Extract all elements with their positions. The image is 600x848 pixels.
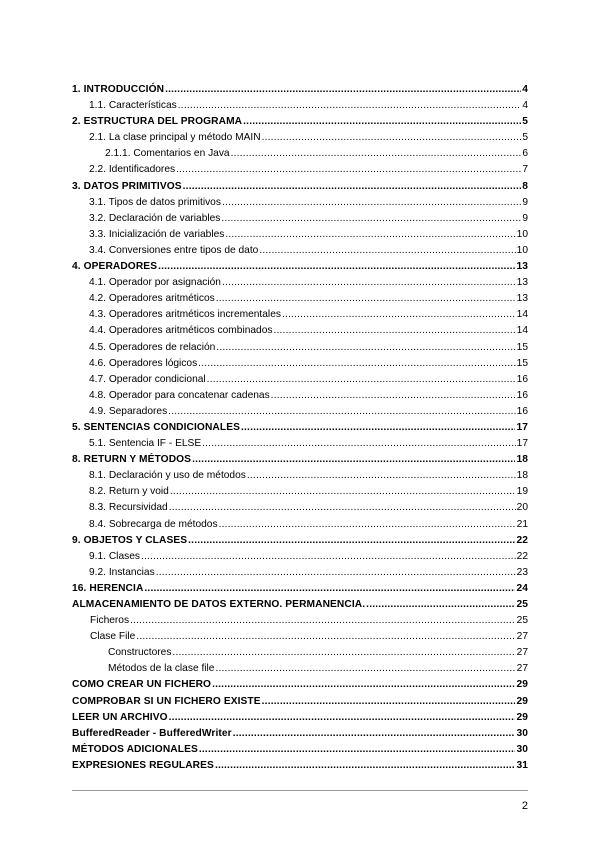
toc-entry-title: 2.2. Identificadores <box>89 164 176 176</box>
toc-entry-page-number: 27 <box>516 631 528 643</box>
toc-entry-title: 8.2. Return y void <box>89 486 169 498</box>
toc-entry-page-number: 21 <box>516 518 528 530</box>
toc-entry[interactable] <box>72 436 528 452</box>
toc-entry-page-number: 17 <box>516 438 528 450</box>
toc-entry[interactable] <box>72 323 528 339</box>
toc-entry[interactable] <box>72 162 528 178</box>
toc-entry[interactable] <box>72 146 528 162</box>
toc-entry-title: 8.3. Recursividad <box>89 502 168 514</box>
toc-entry-title: 8.4. Sobrecarga de métodos <box>89 518 218 530</box>
toc-entry[interactable] <box>72 275 528 291</box>
toc-entry-page-number: 10 <box>516 228 528 240</box>
toc-entry-page-number: 9 <box>522 196 528 208</box>
toc-entry-title: 2. ESTRUCTURA DEL PROGRAMA <box>72 116 243 128</box>
toc-entry[interactable] <box>72 98 528 114</box>
toc-entry[interactable] <box>72 356 528 372</box>
toc-entry-page-number: 25 <box>516 599 528 610</box>
dot-leader <box>273 323 515 339</box>
dot-leader <box>247 468 516 484</box>
toc-entry[interactable] <box>72 613 528 629</box>
dot-leader <box>243 114 521 130</box>
toc-entry-page-number: 24 <box>516 582 528 594</box>
toc-entry-title: 3. DATOS PRIMITIVOS <box>72 180 182 192</box>
toc-entry-title: Ficheros <box>90 615 130 627</box>
toc-entry-page-number: 15 <box>516 341 528 353</box>
toc-entry-title: 8. RETURN Y MÉTODOS <box>72 454 192 466</box>
toc-entry[interactable] <box>72 227 528 243</box>
toc-entry-page-number: 16 <box>516 389 528 401</box>
toc-entry[interactable] <box>72 452 528 468</box>
toc-entry-page-number: 13 <box>516 261 528 273</box>
dot-leader <box>259 243 515 259</box>
toc-entry[interactable] <box>72 661 528 677</box>
toc-entry-title: 1.1. Características <box>89 100 177 112</box>
dot-leader <box>215 661 515 677</box>
toc-entry-page-number: 22 <box>516 534 528 546</box>
toc-entry-page-number: 30 <box>516 743 528 755</box>
toc-entry-page-number: 18 <box>516 454 528 466</box>
toc-entry[interactable] <box>72 581 528 597</box>
toc-entry[interactable] <box>72 517 528 533</box>
toc-entry-page-number: 22 <box>516 550 528 562</box>
toc-entry[interactable] <box>72 340 528 356</box>
dot-leader <box>158 259 515 275</box>
toc-entry-page-number: 13 <box>516 277 528 289</box>
toc-entry-title: 4. OPERADORES <box>72 261 158 273</box>
toc-entry[interactable] <box>72 211 528 227</box>
toc-entry-title: 9.1. Clases <box>89 550 140 562</box>
toc-entry[interactable] <box>72 549 528 565</box>
dot-leader <box>198 356 515 372</box>
dot-leader <box>183 179 522 195</box>
toc-entry[interactable] <box>72 710 528 726</box>
dot-leader <box>141 549 516 565</box>
toc-entry-title: 4.3. Operadores aritméticos incrementales <box>89 309 281 321</box>
toc-entry-page-number: 16 <box>516 405 528 417</box>
dot-leader <box>216 340 515 356</box>
toc-entry-page-number: 27 <box>516 647 528 659</box>
toc-entry-page-number: 30 <box>516 727 528 739</box>
toc-entry-title: 4.1. Operador por asignación <box>89 277 221 289</box>
toc-entry[interactable] <box>72 130 528 146</box>
toc-entry-title: 2.1.1. Comentarios en Java <box>105 148 230 160</box>
dot-leader <box>165 82 521 98</box>
dot-leader <box>222 195 521 211</box>
toc-entry-page-number: 5 <box>522 116 528 128</box>
toc-entry-page-number: 8 <box>522 180 528 192</box>
toc-entry-page-number: 14 <box>516 309 528 321</box>
dot-leader <box>169 710 516 726</box>
dot-leader <box>233 726 516 742</box>
toc-entry-page-number: 25 <box>516 615 528 627</box>
dot-leader <box>176 162 521 178</box>
dot-leader <box>282 307 516 323</box>
toc-entry-page-number: 9 <box>522 212 528 224</box>
toc-entry-title: 4.8. Operador para concatenar cadenas <box>89 389 270 401</box>
toc-entry-page-number: 4 <box>522 100 528 112</box>
toc-entry[interactable] <box>72 420 528 436</box>
dot-leader <box>188 533 515 549</box>
dot-leader <box>366 597 515 613</box>
toc-entry[interactable] <box>72 179 528 195</box>
toc-entry-page-number: 7 <box>522 164 528 176</box>
toc-entry-title: 4.2. Operadores aritméticos <box>89 293 215 305</box>
toc-entry-title: 5.1. Sentencia IF - ELSE <box>89 438 202 450</box>
toc-entry-title: COMPROBAR SI UN FICHERO EXISTE <box>72 695 261 707</box>
dot-leader <box>169 500 516 516</box>
toc-entry-page-number: 23 <box>516 566 528 578</box>
toc-entry-page-number: 29 <box>516 695 528 707</box>
toc-entry[interactable] <box>72 565 528 581</box>
dot-leader <box>168 404 515 420</box>
dot-leader <box>170 484 516 500</box>
toc-entry-title: 5. SENTENCIAS CONDICIONALES <box>72 421 240 433</box>
table-of-contents <box>72 82 528 774</box>
toc-entry[interactable] <box>72 726 528 742</box>
toc-entry-title: 8.1. Declaración y uso de métodos <box>89 470 246 482</box>
toc-entry-page-number: 15 <box>516 357 528 369</box>
toc-entry-page-number: 29 <box>516 711 528 723</box>
toc-entry[interactable] <box>72 259 528 275</box>
dot-leader <box>172 645 515 661</box>
toc-entry-title: MÉTODOS ADICIONALES <box>72 743 198 755</box>
dot-leader <box>212 677 515 693</box>
toc-entry[interactable] <box>72 291 528 307</box>
toc-entry-title: 3.3. Inicialización de variables <box>89 228 225 240</box>
toc-entry[interactable] <box>72 597 528 613</box>
toc-entry-page-number: 5 <box>522 132 528 144</box>
toc-entry-title: 16. HERENCIA <box>72 582 144 594</box>
toc-entry-page-number: 13 <box>516 293 528 305</box>
toc-entry-title: 9.2. Instancias <box>89 566 155 578</box>
toc-entry[interactable] <box>72 484 528 500</box>
dot-leader <box>207 372 516 388</box>
toc-entry-page-number: 17 <box>516 421 528 433</box>
toc-entry-title: LEER UN ARCHIVO <box>72 711 168 723</box>
toc-entry-page-number: 20 <box>516 502 528 514</box>
dot-leader <box>231 146 522 162</box>
footer-divider <box>72 790 528 791</box>
toc-entry-title: 4.5. Operadores de relación <box>89 341 216 353</box>
toc-entry-title: EXPRESIONES REGULARES <box>72 759 214 771</box>
toc-entry[interactable] <box>72 468 528 484</box>
toc-entry-title: 3.4. Conversiones entre tipos de dato <box>89 244 259 256</box>
dot-leader <box>221 211 521 227</box>
toc-entry[interactable] <box>72 645 528 661</box>
toc-entry[interactable] <box>72 114 528 130</box>
toc-entry-title: 1. INTRODUCCIÓN <box>72 84 165 95</box>
toc-entry-page-number: 27 <box>516 663 528 675</box>
toc-entry-title: 4.9. Separadores <box>89 405 168 417</box>
dot-leader <box>156 565 516 581</box>
dot-leader <box>178 98 522 114</box>
toc-entry-title: 4.7. Operador condicional <box>89 373 206 385</box>
toc-entry-title: BufferedReader - BufferedWriter <box>72 727 232 739</box>
toc-entry-title: 4.6. Operadores lógicos <box>89 357 198 369</box>
toc-entry-page-number: 18 <box>516 470 528 482</box>
toc-entry[interactable] <box>72 404 528 420</box>
toc-entry[interactable] <box>72 388 528 404</box>
toc-entry[interactable] <box>72 372 528 388</box>
toc-entry-title: Clase File <box>90 631 136 643</box>
toc-entry-title: COMO CREAR UN FICHERO <box>72 679 212 691</box>
dot-leader <box>241 420 515 436</box>
dot-leader <box>130 613 516 629</box>
toc-entry-title: 3.2. Declaración de variables <box>89 212 221 224</box>
dot-leader <box>192 452 515 468</box>
dot-leader <box>222 275 516 291</box>
dot-leader <box>271 388 516 404</box>
toc-entry-title: 3.1. Tipos de datos primitivos <box>89 196 221 208</box>
page-number: 2 <box>521 800 528 812</box>
dot-leader <box>216 291 516 307</box>
toc-entry[interactable] <box>72 243 528 259</box>
toc-entry-title: 2.1. La clase principal y método MAIN <box>89 132 261 144</box>
toc-entry-title: 4.4. Operadores aritméticos combinados <box>89 325 273 337</box>
toc-entry-page-number: 29 <box>516 679 528 691</box>
toc-entry[interactable] <box>72 307 528 323</box>
dot-leader <box>262 694 516 710</box>
toc-entry-page-number: 16 <box>516 373 528 385</box>
toc-entry-title: Constructores <box>108 647 172 659</box>
toc-entry[interactable] <box>72 629 528 645</box>
toc-entry-page-number: 10 <box>516 244 528 256</box>
toc-entry[interactable] <box>72 742 528 758</box>
toc-entry-page-number: 6 <box>522 148 528 160</box>
toc-entry[interactable] <box>72 500 528 516</box>
dot-leader <box>202 436 516 452</box>
toc-entry-page-number: 4 <box>522 84 528 95</box>
dot-leader <box>144 581 515 597</box>
dot-leader <box>225 227 515 243</box>
dot-leader <box>199 742 516 758</box>
dot-leader <box>219 517 516 533</box>
toc-entry[interactable] <box>72 694 528 710</box>
toc-entry[interactable] <box>72 82 528 98</box>
dot-leader <box>136 629 515 645</box>
toc-entry-title: 9. OBJETOS Y CLASES <box>72 534 188 546</box>
toc-entry-page-number: 31 <box>516 759 528 771</box>
toc-entry-title: ALMACENAMIENTO DE DATOS EXTERNO. PERMANENCIA. <box>72 599 366 610</box>
toc-entry-page-number: 19 <box>516 486 528 498</box>
toc-entry[interactable] <box>72 195 528 211</box>
toc-entry-page-number: 14 <box>516 325 528 337</box>
toc-entry[interactable] <box>72 677 528 693</box>
dot-leader <box>215 758 516 774</box>
toc-entry[interactable] <box>72 533 528 549</box>
toc-entry-title: Métodos de la clase file <box>108 663 215 675</box>
toc-entry[interactable] <box>72 758 528 774</box>
dot-leader <box>262 130 522 146</box>
